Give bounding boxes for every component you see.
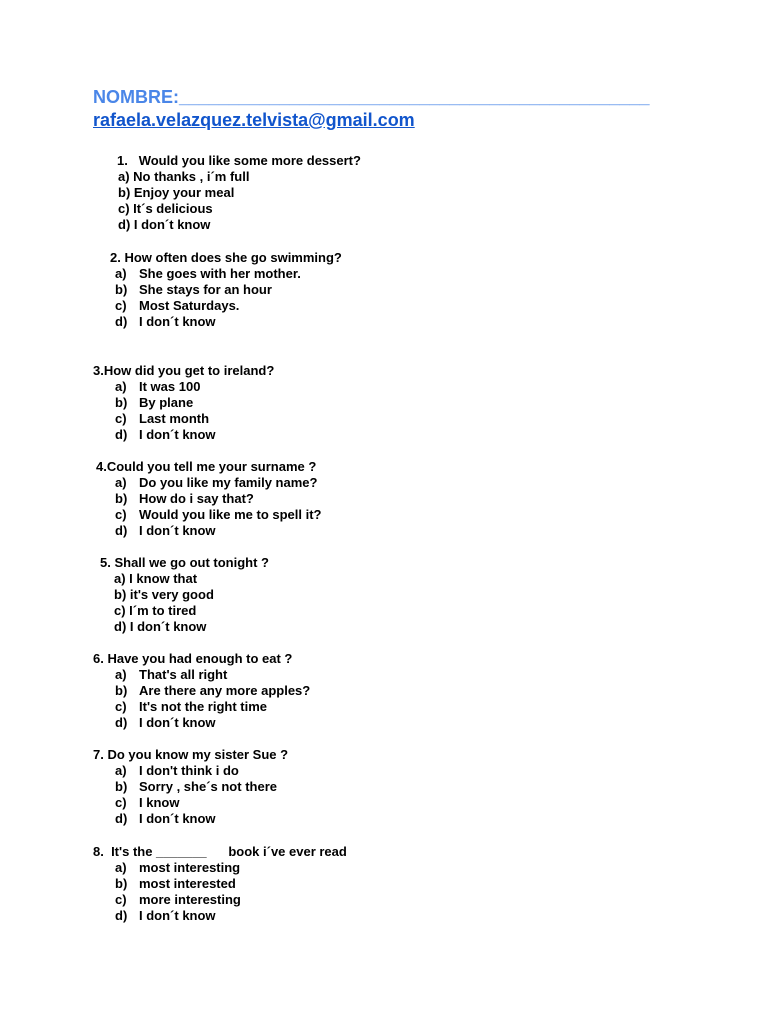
option-4a: a) Do you like my family name? [115, 475, 318, 490]
option-6d: d) I don´t know [115, 715, 216, 730]
option-4d: d) I don´t know [115, 523, 216, 538]
question-8: 8. It's the _______ book i´ve ever read [93, 844, 347, 859]
name-field-label: NOMBRE:_______________________________________________ [93, 87, 650, 107]
question-number: 1. [117, 153, 128, 168]
question-text: Would you like some more dessert? [138, 153, 361, 168]
option-6b: b) Are there any more apples? [115, 683, 311, 698]
option-7a: a) I don't think i do [115, 763, 239, 778]
option-7b: b) Sorry , she´s not there [115, 779, 277, 794]
question-2: 2. How often does she go swimming? [110, 250, 342, 265]
option-8d: d) I don´t know [115, 908, 216, 923]
option-1b: b) Enjoy your meal [118, 185, 235, 200]
option-2b: b) She stays for an hour [115, 282, 272, 297]
option-7d: d) I don´t know [115, 811, 216, 826]
option-6a: a) That's all right [115, 667, 228, 682]
question-5: 5. Shall we go out tonight ? [100, 555, 269, 570]
header [93, 86, 650, 131]
option-3d: d) I don´t know [115, 427, 216, 442]
option-8a: a) most interesting [115, 860, 241, 875]
option-5a: a) I know that [114, 571, 198, 586]
option-6c: c) It's not the right time [115, 699, 268, 714]
option-4c: c) Would you like me to spell it? [115, 507, 322, 522]
option-3b: b) By plane [115, 395, 194, 410]
option-1d: d) I don´t know [118, 217, 211, 232]
option-5d: d) I don´t know [114, 619, 207, 634]
option-2d: d) I don´t know [115, 314, 216, 329]
question-3: 3.How did you get to ireland? [93, 363, 275, 378]
question-6: 6. Have you had enough to eat ? [93, 651, 293, 666]
option-5b: b) it's very good [114, 587, 214, 602]
question-7: 7. Do you know my sister Sue ? [93, 747, 289, 762]
option-3a: a) It was 100 [115, 379, 201, 394]
option-8b: b) most interested [115, 876, 236, 891]
option-1c: c) It´s delicious [118, 201, 213, 216]
option-8c: c) more interesting [115, 892, 241, 907]
question-4: 4.Could you tell me your surname ? [96, 459, 317, 474]
option-3c: c) Last month [115, 411, 210, 426]
option-4b: b) How do i say that? [115, 491, 254, 506]
option-1a: a) No thanks , i´m full [118, 169, 250, 184]
option-7c: c) I know [115, 795, 180, 810]
option-5c: c) I´m to tired [114, 603, 197, 618]
question-1 [117, 153, 361, 169]
option-2a: a) She goes with her mother. [115, 266, 301, 281]
email-link[interactable]: rafaela.velazquez.telvista@gmail.com [93, 110, 415, 130]
option-2c: c) Most Saturdays. [115, 298, 240, 313]
